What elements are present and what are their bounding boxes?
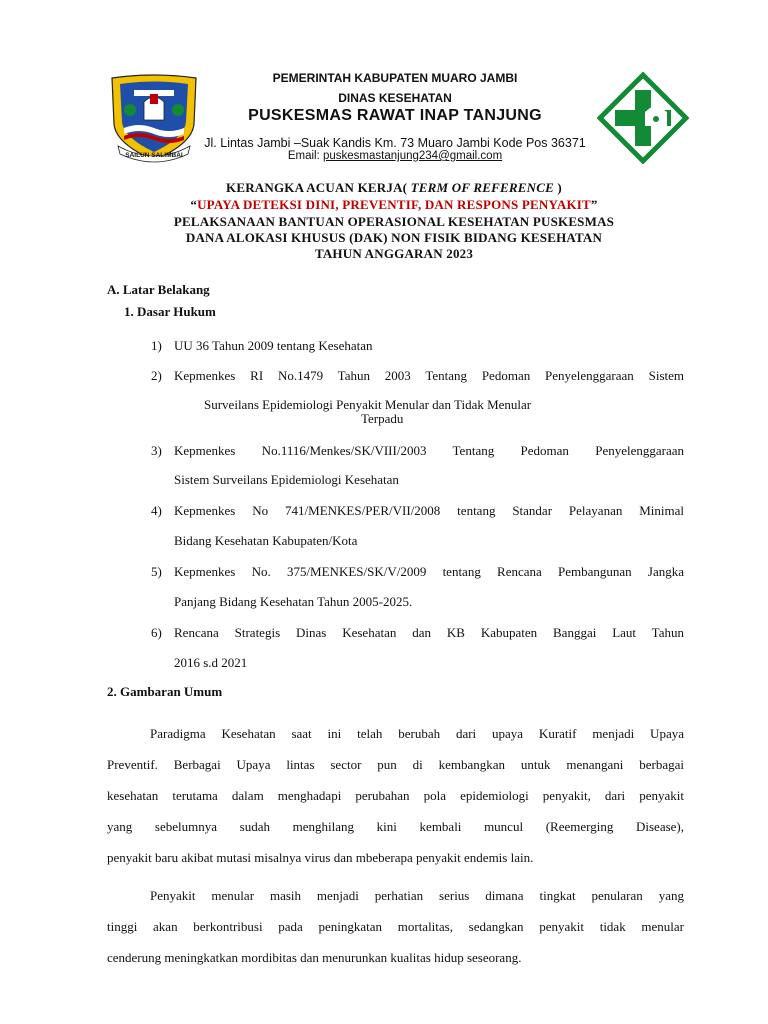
letterhead-agency: DINAS KESEHATAN	[338, 91, 452, 105]
list-item-continued: 2016 s.d 2021	[174, 655, 248, 670]
paragraph-1-line: kesehatan terutama dalam menghadapi perubahan pola epidemiologi penyakit, dari penyakit	[107, 788, 684, 803]
list-number: 4)	[151, 503, 162, 518]
list-number: 3)	[151, 443, 162, 458]
paragraph-1-line: Preventif. Berbagai Upaya lintas sector pun di kembangkan untuk menangani berbagai	[107, 757, 684, 772]
title-line-5: TAHUN ANGGARAN 2023	[314, 246, 474, 261]
title-line-3: PELAKSANAAN BANTUAN OPERASIONAL KESEHATAN PUSKESMAS	[173, 214, 615, 229]
list-item-continued: Sistem Surveilans Epidemiologi Kesehatan	[174, 472, 399, 487]
list-item-continued: Panjang Bidang Kesehatan Tahun 2005-2025.	[174, 594, 413, 609]
list-item: UU 36 Tahun 2009 tentang Kesehatan	[174, 338, 373, 353]
paragraph-2-line: cenderung meningkatkan mordibitas dan menurunkan kualitas hidup seseorang.	[107, 950, 522, 965]
list-item-continued: Terpadu	[361, 411, 404, 426]
paragraph-1-line: yang sebelumnya sudah menghilang kini kembali muncul (Reemerging Disease),	[107, 819, 684, 834]
letterhead-address: Jl. Lintas Jambi –Suak Kandis Km. 73 Muaro Jambi Kode Pos 36371	[204, 136, 586, 150]
list-item-continued: Bidang Kesehatan Kabupaten/Kota	[174, 533, 358, 548]
list-number: 6)	[151, 625, 162, 640]
list-item: Kepmenkes RI No.1479 Tahun 2003 Tentang Pedoman Penyelenggaraan Sistem	[174, 368, 684, 383]
list-number: 5)	[151, 564, 162, 579]
list-number: 2)	[151, 368, 162, 383]
subsection-dasar-hukum: 1. Dasar Hukum	[124, 304, 216, 319]
list-item: Kepmenkes No 741/MENKES/PER/VII/2008 tentang Standar Pelayanan Minimal	[174, 503, 684, 518]
document-title: KERANGKA ACUAN KERJA( TERM OF REFERENCE )	[226, 180, 562, 195]
section-2-heading: 2. Gambaran Umum	[107, 684, 223, 699]
email-label: Email:	[287, 150, 323, 162]
list-item: Kepmenkes No.1116/Menkes/SK/VIII/2003 Tentang Pedoman Penyelenggaraan	[174, 443, 684, 458]
emblem-ribbon-text: SAILUN SALIMBAI	[125, 152, 183, 159]
list-item: Kepmenkes No. 375/MENKES/SK/V/2009 tentang Rencana Pembangunan Jangka	[174, 564, 684, 579]
list-item: Rencana Strategis Dinas Kesehatan dan KB Kabupaten Banggai Laut Tahun	[174, 625, 684, 640]
letterhead-email	[200, 150, 590, 162]
section-a-heading: A. Latar Belakang	[107, 282, 210, 297]
paragraph-2-line: tinggi akan berkontribusi pada peningkatan mortalitas, sedangkan penyakit tidak menular	[107, 919, 684, 934]
paragraph-1-line: penyakit baru akibat mutasi misalnya virus dan mbeberapa penyakit endemis lain.	[107, 850, 534, 865]
letterhead-institution: PUSKESMAS RAWAT INAP TANJUNG	[248, 107, 542, 124]
list-item-continued: Surveilans Epidemiologi Penyakit Menular dan Tidak Menular	[204, 397, 532, 412]
paragraph-1-line: Paradigma Kesehatan saat ini telah berubah dari upaya Kuratif menjadi Upaya	[150, 726, 684, 741]
paragraph-2-line: Penyakit menular masih menjadi perhatian serius dimana tingkat penularan yang	[150, 888, 684, 903]
program-title: “UPAYA DETEKSI DINI, PREVENTIF, DAN RESPONS PENYAKIT”	[190, 197, 598, 212]
letterhead-government: PEMERINTAH KABUPATEN MUARO JAMBI	[272, 71, 518, 85]
email-link[interactable]: puskesmastanjung234@gmail.com	[323, 150, 503, 162]
list-number: 1)	[151, 338, 162, 353]
puskesmas-cross-logo	[597, 72, 689, 164]
regency-emblem-logo	[104, 72, 204, 164]
title-line-4: DANA ALOKASI KHUSUS (DAK) NON FISIK BIDANG KESEHATAN	[185, 230, 603, 245]
